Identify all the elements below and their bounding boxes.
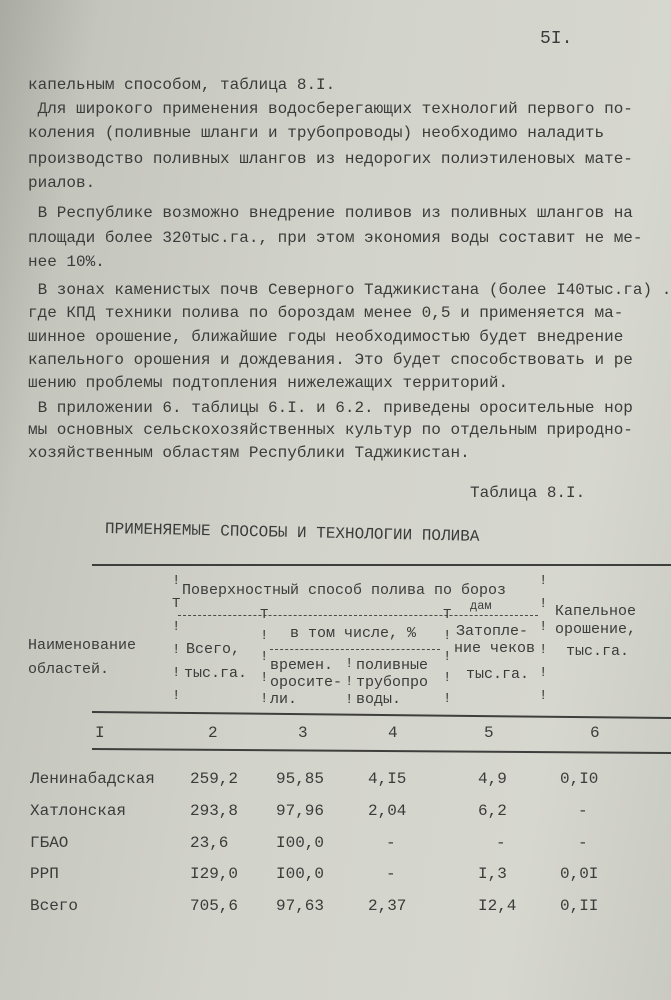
table-cell: 0,II — [560, 897, 599, 915]
table-cell: 705,6 — [190, 897, 239, 915]
text-line: Для широкого применения водосберегающих технологий первого по- — [28, 100, 633, 118]
header-col3-line3: ли. — [270, 691, 298, 708]
text-line: В Республике возможно внедрение поливов из поливных шлангов на — [28, 204, 633, 222]
column-number: 2 — [208, 724, 218, 742]
table-cell: I,3 — [478, 865, 507, 883]
text-line: шинное орошение, ближайшие годы необходимостью будет внедрение — [28, 328, 624, 346]
header-col5-line2: ние чеков — [454, 640, 536, 657]
column-numbers-rule — [92, 748, 671, 754]
table-cell: 97,63 — [276, 897, 325, 915]
table-cell: 2,04 — [368, 802, 407, 820]
region-name: ГБАО — [30, 834, 69, 852]
text-line: производство поливных шлангов из недорогих полиэтиленовых мате- — [28, 150, 633, 168]
header-col6-line3: тыс.га. — [566, 643, 630, 660]
table-cell: 293,8 — [190, 802, 239, 820]
table-cell: 6,2 — [478, 802, 507, 820]
text-line: хозяйственным областям Республики Таджикистан. — [28, 444, 470, 462]
table-cell: I00,0 — [276, 865, 325, 883]
header-subgroup: в том числе, % — [290, 625, 417, 642]
table-cell: I00,0 — [276, 834, 325, 852]
table-cell: 259,2 — [190, 770, 239, 788]
header-col4-line3: воды. — [356, 691, 402, 708]
header-group: Поверхностный способ полива по бороз — [182, 582, 507, 599]
header-col6-line1: Капельное — [555, 603, 637, 620]
text-line: мы основных сельскохозяйственных культур по отдельным природно- — [28, 421, 633, 439]
header-col4-line1: поливные — [356, 657, 429, 674]
header-col2-line2: тыс.га. — [184, 665, 248, 682]
header-col3-line1: времен. — [270, 657, 334, 674]
table-cell: - — [578, 802, 588, 820]
table-top-rule — [92, 564, 671, 566]
region-name: Всего — [30, 897, 79, 915]
text-line: риалов. — [28, 174, 96, 192]
col-separator: ! T ! ! ! ! — [172, 573, 181, 704]
page-number: 5I. — [540, 29, 573, 49]
table-cell: - — [386, 834, 396, 852]
col-separator: ! ! ! — [345, 656, 354, 708]
text-line: В зонах каменистых почв Северного Таджикистана (более I40тыс.га) . — [28, 281, 671, 299]
table-title: ПРИМЕНЯЕМЫЕ СПОСОБЫ И ТЕХНОЛОГИИ ПОЛИВА — [104, 520, 480, 546]
column-number: 3 — [298, 724, 308, 742]
column-number: 6 — [590, 724, 600, 742]
header-col2-line1: Всего, — [186, 641, 241, 658]
header-group-cont: дам — [470, 599, 492, 613]
table-cell: - — [496, 834, 506, 852]
table-cell: I2,4 — [478, 897, 517, 915]
text-line: где КПД техники полива по бороздам менее 0,5 и применяется ма- — [28, 304, 624, 322]
header-group-divider — [178, 615, 538, 616]
table-cell: 0,I0 — [560, 770, 599, 788]
header-col5-line3: тыс.га. — [466, 666, 530, 683]
text-line: В приложении 6. таблицы 6.I. и 6.2. приведены оросительные нор — [28, 399, 633, 417]
text-line: капельного орошения и дождевания. Это будет способствовать и ре — [28, 351, 633, 369]
table-cell: I29,0 — [190, 865, 239, 883]
text-line: коления (поливные шланги и трубопроводы) необходимо наладить — [28, 124, 605, 142]
table-cell: 0,0I — [560, 865, 599, 883]
region-name: Хатлонская — [30, 802, 127, 820]
header-col4-line2: трубопро — [356, 674, 429, 691]
text-line: нее 10%. — [28, 253, 105, 271]
header-bottom-rule — [92, 711, 671, 719]
table-cell: - — [578, 834, 588, 852]
header-subgroup-divider — [270, 649, 440, 650]
text-line: капельным способом, таблица 8.I. — [28, 76, 336, 94]
header-col6-line2: орошение, — [555, 621, 637, 638]
table-cell: 23,6 — [190, 834, 229, 852]
table-label: Таблица 8.I. — [470, 484, 586, 502]
table-cell: 4,9 — [478, 770, 507, 788]
text-line: площади более 320тыс.га., при этом экономия воды составит не ме- — [28, 229, 643, 247]
col-separator: ! ! ! ! ! ! — [539, 573, 548, 704]
header-col3-line2: оросите- — [270, 674, 343, 691]
header-col1-line2: областей. — [28, 661, 110, 678]
table-cell: 97,96 — [276, 802, 325, 820]
region-name: Ленинабадская — [30, 770, 155, 788]
table-cell: - — [386, 865, 396, 883]
col-separator: T ! ! ! ! — [260, 607, 269, 707]
header-col1-line1: Наименование — [28, 637, 137, 654]
table-cell: 4,I5 — [368, 770, 407, 788]
column-number: 4 — [388, 724, 398, 742]
column-number: I — [95, 724, 105, 742]
table-cell: 2,37 — [368, 897, 407, 915]
text-line: шению проблемы подтопления нижележащих территорий. — [28, 374, 509, 392]
col-separator: T ! ! ! ! — [443, 607, 452, 707]
region-name: РРП — [30, 865, 59, 883]
table-cell: 95,85 — [276, 770, 325, 788]
header-col5-line1: Затопле- — [456, 623, 529, 640]
column-number: 5 — [484, 724, 494, 742]
